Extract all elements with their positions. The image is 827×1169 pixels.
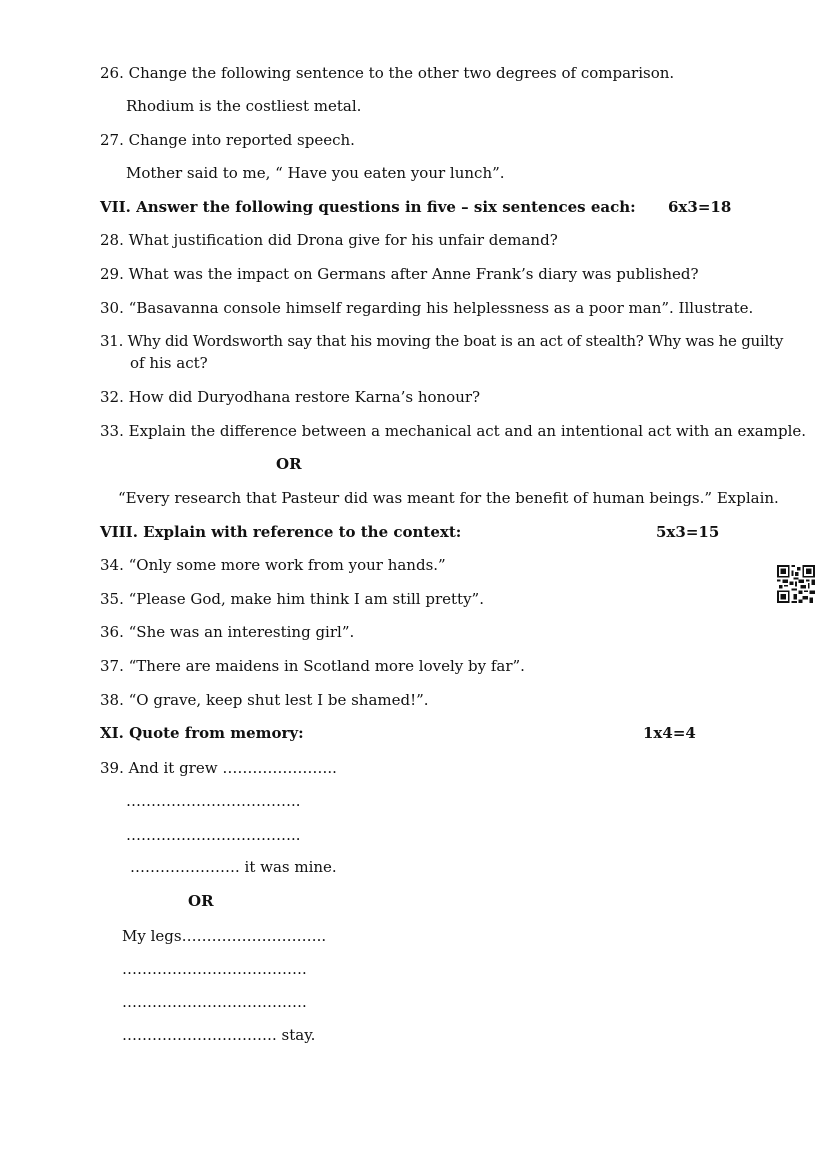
section-marks: 6x3=18 <box>668 198 732 216</box>
poem-line: My legs……………………….. <box>122 927 327 945</box>
section-title: VIII. Explain with reference to the context: <box>100 523 462 541</box>
question-text: 31. Why did Wordsworth say that his moving the boat is an act of stealth? Why was he guilty <box>100 332 784 350</box>
question-34: 34. “Only some more work from your hands.” <box>100 556 446 574</box>
question-38: 38. “O grave, keep shut lest I be shamed!”. <box>100 691 429 709</box>
or-divider: OR <box>188 892 214 910</box>
poem-line: …………………. it was mine. <box>130 858 337 876</box>
question-36: 36. “She was an interesting girl”. <box>100 623 355 641</box>
question-30: 30. “Basavanna console himself regarding his helplessness as a poor man”. Illustrate. <box>100 299 754 317</box>
poem-line: 39. And it grew ………………….. <box>100 759 337 777</box>
question-prompt: Mother said to me, “ Have you eaten your lunch”. <box>126 164 505 182</box>
question-text-continued: of his act? <box>130 354 208 372</box>
question-32: 32. How did Duryodhana restore Karna’s honour? <box>100 388 481 406</box>
question-28: 28. What justification did Drona give for his unfair demand? <box>100 231 558 249</box>
question-alternative: “Every research that Pasteur did was meant for the benefit of human beings.” Explain. <box>118 489 779 507</box>
poem-line: …………………………….. <box>126 792 301 810</box>
question-text: 26. Change the following sentence to the other two degrees of comparison. <box>100 64 675 82</box>
qr-code-icon <box>777 565 815 603</box>
question-37: 37. “There are maidens in Scotland more lovely by far”. <box>100 657 525 675</box>
section-title: VII. Answer the following questions in five – six sentences each: <box>100 198 636 216</box>
section-marks: 1x4=4 <box>643 724 696 742</box>
or-divider: OR <box>276 455 302 473</box>
question-text: 33. Explain the difference between a mechanical act and an intentional act with an example. <box>100 422 807 440</box>
poem-line: …………………………. stay. <box>122 1026 316 1044</box>
section-title: XI. Quote from memory: <box>100 724 304 742</box>
question-text: 27. Change into reported speech. <box>100 131 355 149</box>
question-29: 29. What was the impact on Germans after Anne Frank’s diary was published? <box>100 265 699 283</box>
poem-line: ………………………………. <box>122 960 307 978</box>
poem-line: …………………………….. <box>126 826 301 844</box>
section-marks: 5x3=15 <box>656 523 720 541</box>
question-prompt: Rhodium is the costliest metal. <box>126 97 362 115</box>
poem-line: ………………………………. <box>122 993 307 1011</box>
question-35: 35. “Please God, make him think I am still pretty”. <box>100 590 484 608</box>
